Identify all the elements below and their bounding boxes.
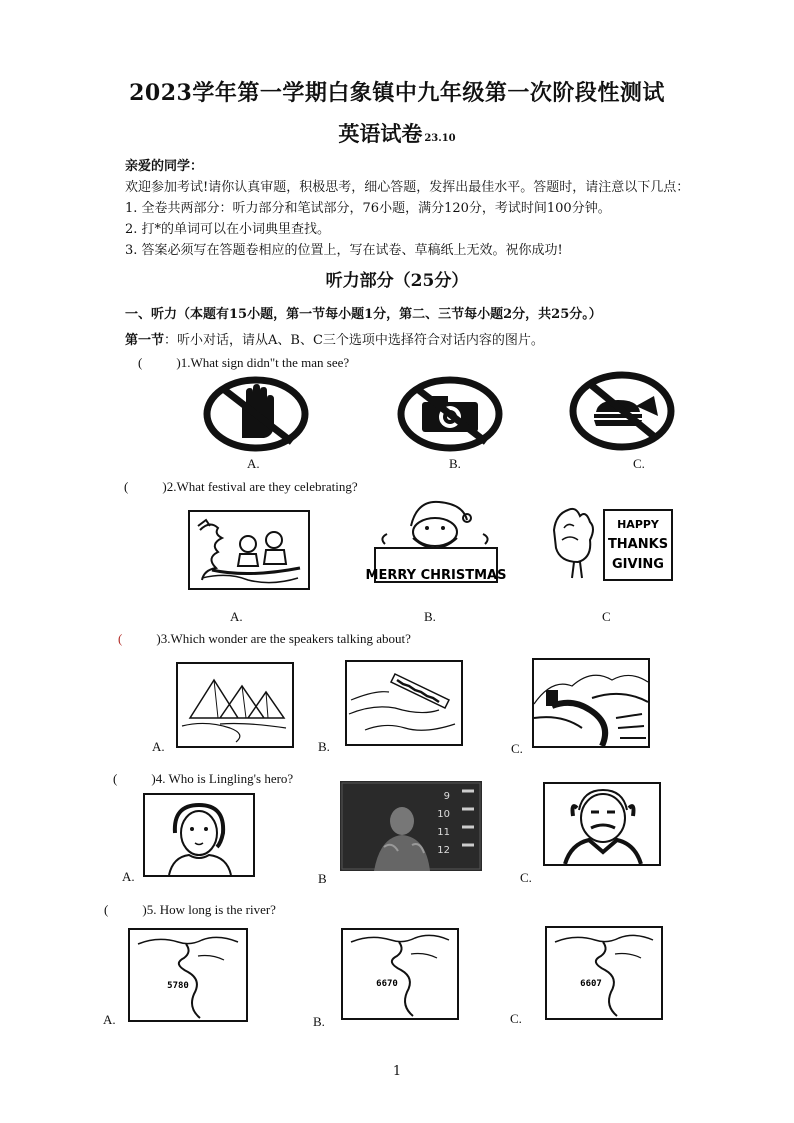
option-5a[interactable]: A.	[103, 1012, 116, 1027]
answer-paren-open[interactable]: (	[118, 631, 123, 646]
no-food-sign	[570, 372, 674, 450]
scoreboard-11: 11	[437, 827, 450, 838]
exam-date: 23.10	[424, 133, 456, 144]
option-3a[interactable]: A.	[152, 739, 165, 754]
question-text: 2.What festival are they celebrating?	[166, 479, 358, 494]
answer-paren-open[interactable]: (	[138, 355, 143, 370]
thanksgiving-picture	[546, 500, 674, 584]
river-map-c	[545, 926, 663, 1020]
scoreboard-9: 9	[443, 791, 450, 802]
dam-picture	[345, 660, 463, 746]
question-text: 4. Who is Lingling's hero?	[155, 771, 294, 786]
man-portrait-picture	[543, 782, 661, 866]
river-map-a	[128, 928, 248, 1022]
question-text: 3.Which wonder are the speakers talking about?	[160, 631, 411, 646]
woman-portrait-picture	[143, 793, 255, 877]
subsection-text: ：听小对话，请从A、B、C三个选项中选择符合对话内容的图片。	[164, 333, 544, 348]
river-length-c: 6607	[580, 979, 602, 989]
answer-paren-open[interactable]: (	[104, 902, 109, 917]
scoreboard-10: 10	[437, 809, 450, 820]
scoreboard-12: 12	[437, 845, 450, 856]
no-touching-sign	[204, 378, 308, 450]
option-2a[interactable]: A.	[230, 609, 243, 624]
subsection-label: 第一节	[125, 333, 165, 348]
question-5	[104, 902, 276, 918]
notice-line-4: 3. 答案必须写在答题卷相应的位置上，写在试卷、草稿纸上无效。祝你成功!	[125, 243, 563, 258]
merry-christmas-label: MERRY CHRISTMAS	[365, 568, 507, 583]
answer-paren-close: )	[156, 631, 161, 646]
answer-paren-close: )	[176, 355, 181, 370]
giving-label: GIVING	[612, 557, 664, 572]
notice-line-1: 欢迎参加考试!请你认真审题，积极思考，细心答题，发挥出最佳水平。答题时，请注意以下几点：	[125, 180, 690, 195]
dragon-boat-picture	[188, 510, 310, 590]
option-4c[interactable]: C.	[520, 870, 532, 885]
question-4	[113, 771, 293, 787]
answer-paren-close: )	[151, 771, 156, 786]
option-5b[interactable]: B.	[313, 1014, 325, 1029]
paper-subtitle	[0, 118, 794, 148]
answer-paren-close: )	[142, 902, 147, 917]
notice-line-2: 1. 全卷共两部分：听力部分和笔试部分，76小题，满分120分，考试时间100分钟。	[125, 201, 611, 216]
option-4b[interactable]: B	[318, 871, 327, 886]
subtitle-text: 英语试卷	[338, 121, 423, 146]
answer-paren-close: )	[162, 479, 167, 494]
notice-line-3: 2. 打*的单词可以在小词典里查找。	[125, 222, 331, 237]
page-number: 1	[392, 1064, 402, 1079]
merry-christmas-picture	[365, 496, 507, 584]
question-text: 5. How long is the river?	[146, 902, 276, 917]
option-1a[interactable]: A.	[247, 456, 260, 471]
basketball-player-photo	[340, 781, 482, 871]
river-length-a: 5780	[167, 981, 189, 991]
thanks-label: THANKS	[607, 537, 669, 552]
option-1b[interactable]: B.	[449, 456, 461, 471]
happy-label: HAPPY	[617, 518, 659, 531]
question-1	[138, 355, 349, 371]
option-5c[interactable]: C.	[510, 1011, 522, 1026]
section-title: 听力部分（25分）	[325, 271, 469, 291]
part-title: 一、听力（本题有15小题，第一节每小题1分，第二、三节每小题2分，共25分。）	[125, 307, 602, 322]
question-3	[118, 631, 411, 647]
answer-paren-open[interactable]: (	[113, 771, 118, 786]
page-title: 2023学年第一学期白象镇中九年级第一次阶段性测试	[129, 80, 665, 106]
no-photography-sign	[398, 378, 502, 450]
option-1c[interactable]: C.	[633, 456, 645, 471]
option-3b[interactable]: B.	[318, 739, 330, 754]
river-map-b	[341, 928, 459, 1020]
pyramids-picture	[176, 662, 294, 748]
option-4a[interactable]: A.	[122, 869, 135, 884]
option-3c[interactable]: C.	[511, 741, 523, 756]
option-2b[interactable]: B.	[424, 609, 436, 624]
question-2	[124, 479, 358, 495]
subsection-instruction	[125, 329, 544, 348]
great-wall-picture	[532, 658, 650, 748]
river-length-b: 6670	[376, 979, 398, 989]
question-text: 1.What sign didn"t the man see?	[180, 355, 350, 370]
option-2c[interactable]: C	[602, 609, 611, 624]
answer-paren-open[interactable]: (	[124, 479, 129, 494]
greeting: 亲爱的同学：	[125, 159, 204, 174]
